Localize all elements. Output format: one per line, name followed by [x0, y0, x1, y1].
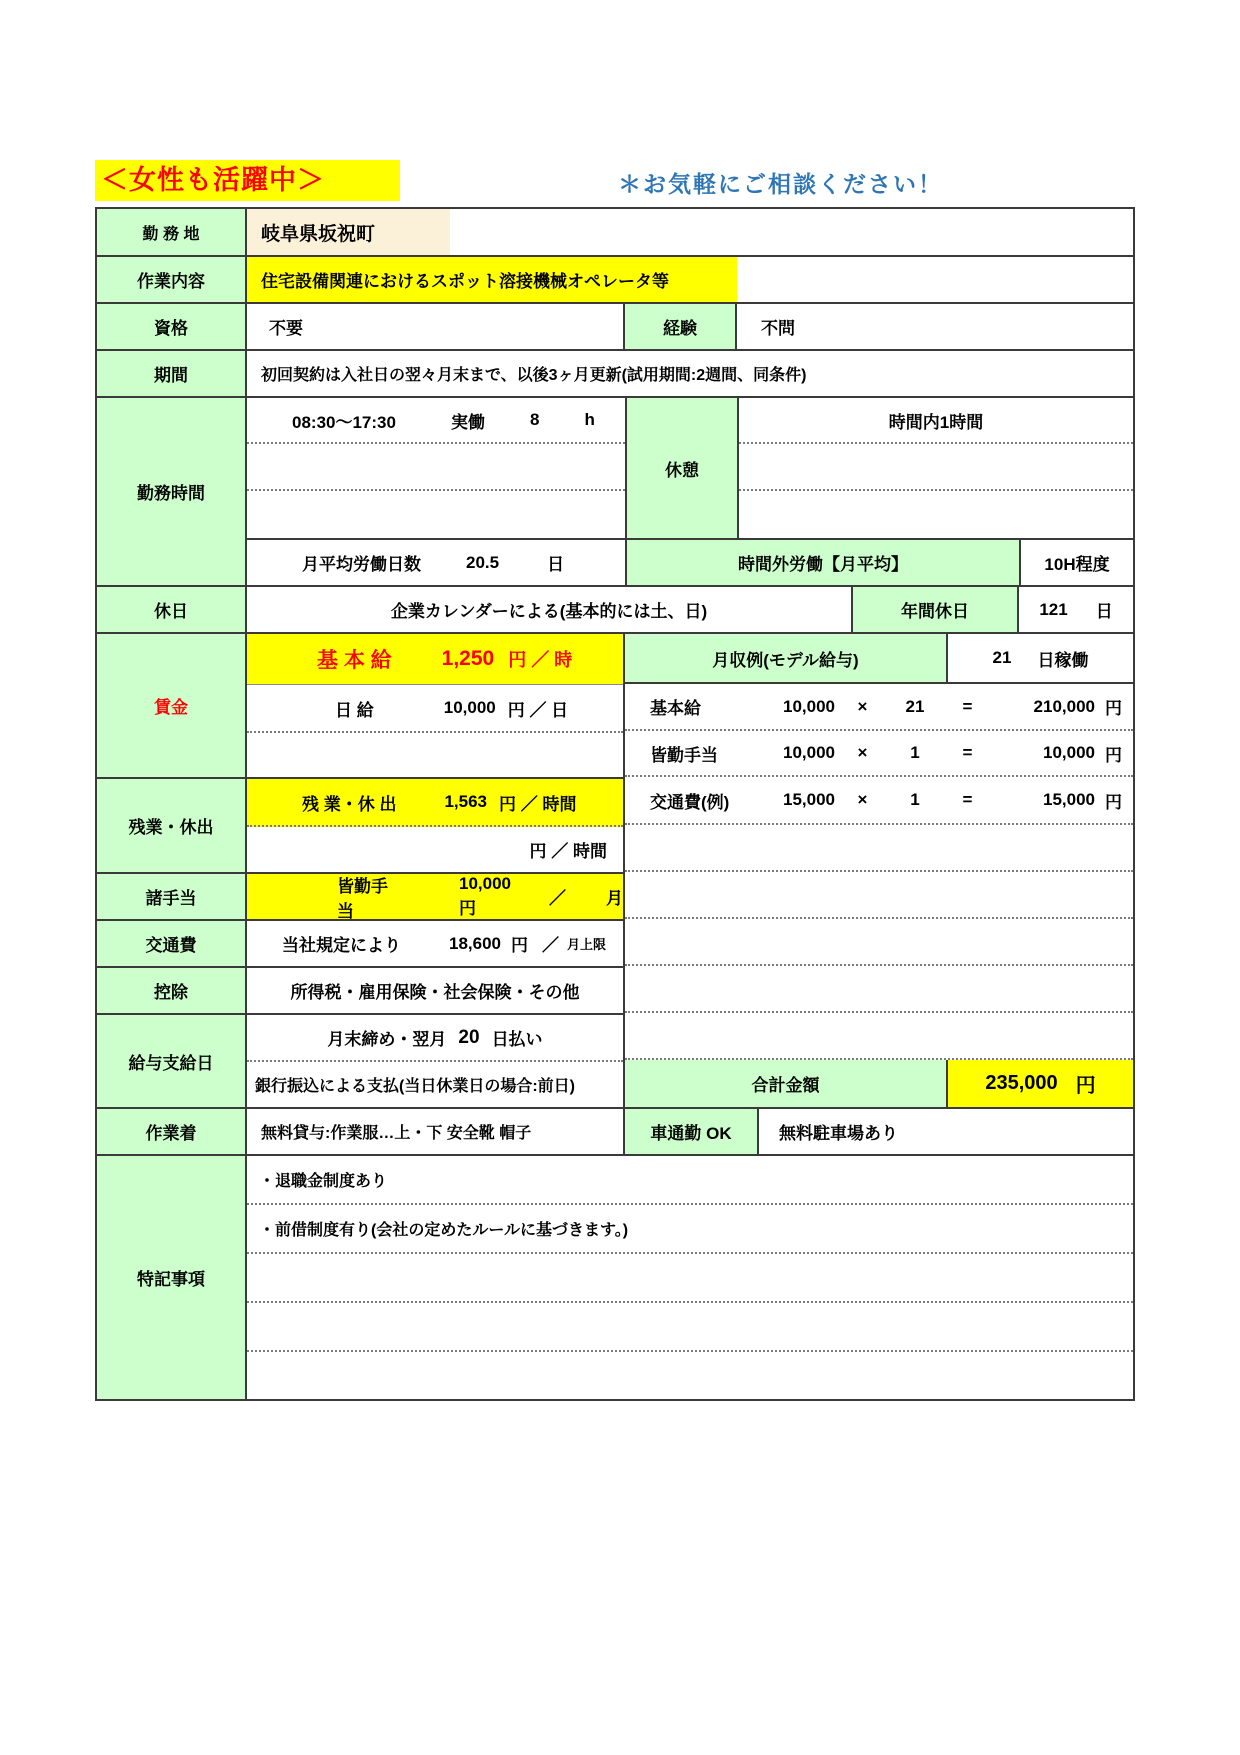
- shift-column: [247, 398, 625, 538]
- workplace-label: 勤 務 地: [97, 209, 245, 255]
- salary-total-label: 合計金額: [625, 1060, 946, 1107]
- wage-label: 賃金: [97, 634, 245, 777]
- period-label: 期間: [97, 351, 245, 396]
- avg-days-unit: 日: [547, 555, 565, 574]
- job-content-label: 作業内容: [97, 257, 245, 302]
- deduction-label: 控除: [97, 968, 245, 1013]
- salary-example-title: 月収例(モデル給与): [625, 634, 946, 682]
- qualification-value: 不要: [245, 304, 623, 349]
- break-value: 時間内1時間: [739, 398, 1133, 444]
- avg-days-label: 月平均労働日数: [302, 555, 421, 574]
- notes-cell: [245, 1156, 1133, 1399]
- salary-row-total: 10,000: [1043, 743, 1095, 762]
- notes-item: [247, 1303, 1133, 1352]
- row-qualification: [97, 302, 1133, 349]
- overtime-pay-empty-line: [247, 827, 623, 872]
- salary-row-qty: 1: [910, 790, 920, 809]
- salary-total-unit: 円: [1075, 1075, 1096, 1097]
- annual-holiday-value: 121: [1039, 599, 1068, 619]
- section-allowance: [97, 872, 623, 919]
- payday-cell: [245, 1015, 623, 1107]
- multiply-sign: ×: [857, 743, 868, 762]
- avg-days-value: 20.5: [466, 552, 500, 572]
- overtime-pay-value: 1,563: [444, 792, 487, 811]
- break-label: 休憩: [625, 398, 737, 538]
- salary-row-amount: 10,000: [783, 696, 835, 716]
- qualification-label: 資格: [97, 304, 245, 349]
- allowance-label: 諸手当: [97, 874, 245, 919]
- allowance-value: 10,000円: [459, 874, 511, 918]
- base-wage-unit: 円 ／ 時: [508, 650, 573, 670]
- allowance-per: 月: [606, 889, 623, 908]
- payday-line1-post: 日払い: [491, 1030, 543, 1049]
- salary-row-unit: 円: [1105, 745, 1122, 765]
- salary-example-days-unit: 日稼働: [1037, 650, 1089, 670]
- transport-cell: [245, 921, 623, 966]
- row-job-content: [97, 255, 1133, 302]
- transport-label: 交通費: [97, 921, 245, 966]
- salary-row-name: 皆勤手当: [650, 745, 718, 765]
- holiday-value: 企業カレンダーによる(基本的には土、日): [245, 587, 851, 632]
- salary-example-header: [625, 634, 1133, 684]
- annual-holiday-cell: [1017, 587, 1133, 632]
- salary-row-amount: 10,000: [783, 743, 835, 762]
- overtime-pay-cell: [245, 779, 623, 872]
- wage-cell: [245, 634, 623, 777]
- daily-wage-label: 日 給: [335, 700, 374, 720]
- equals-sign: =: [962, 790, 973, 809]
- allowance-name: 皆勤手当: [337, 876, 388, 921]
- salary-row-unit: 円: [1105, 699, 1122, 718]
- salary-row-total: 15,000: [1043, 790, 1095, 809]
- salary-total-value: 235,000: [985, 1072, 1058, 1094]
- section-payday: [97, 1013, 623, 1107]
- salary-example-column: [623, 634, 1133, 1107]
- car-commute-label: 車通勤 OK: [623, 1109, 757, 1154]
- salary-total-cell: [946, 1060, 1133, 1107]
- base-wage-line: [247, 634, 623, 684]
- shift-time: 08:30～17:30: [292, 412, 396, 432]
- payday-line1-day: 20: [458, 1026, 480, 1048]
- notes-item: [247, 1352, 1133, 1399]
- avg-days-line: [247, 540, 625, 585]
- shift-line: [247, 398, 625, 444]
- annual-holiday-unit: 日: [1095, 602, 1113, 621]
- equals-sign: =: [962, 743, 973, 762]
- notes-item: ・退職金制度あり: [247, 1156, 1133, 1205]
- row-work-hours: [97, 396, 1133, 585]
- banner-title: ＜女性も活躍中＞: [95, 160, 400, 201]
- allowance-cell: [245, 874, 623, 919]
- salary-row-qty: 21: [905, 696, 925, 716]
- section-deduction: [97, 966, 623, 1013]
- payday-label: 給与支給日: [97, 1015, 245, 1107]
- work-hours-upper: [247, 398, 1133, 538]
- deduction-value: 所得税・雇用保険・社会保険・その他: [245, 968, 623, 1013]
- shift-empty-row: [247, 444, 625, 491]
- payday-line1-pre: 月末締め・翌月: [327, 1030, 447, 1049]
- row-workplace: [97, 209, 1133, 255]
- break-column: [737, 398, 1133, 538]
- base-wage-label: 基 本 給: [317, 649, 392, 672]
- break-empty-row: [739, 444, 1133, 491]
- notes-label: 特記事項: [97, 1156, 245, 1399]
- experience-label: 経験: [623, 304, 735, 349]
- overtime-value: 10H程度: [1019, 540, 1133, 585]
- daily-wage-line: [247, 684, 623, 731]
- transport-value: 18,600: [449, 933, 501, 953]
- transport-unit: 円: [511, 936, 528, 955]
- consultation-note: ＊お気軽にご相談ください！: [618, 171, 943, 197]
- row-notes: [97, 1154, 1133, 1399]
- salary-empty-row: [625, 825, 1133, 872]
- base-wage-value: 1,250: [441, 647, 495, 670]
- overtime-pay-unit: 円 ／ 時間: [499, 794, 577, 814]
- salary-row-attendance: [625, 731, 1133, 777]
- actual-hours-value: 8: [529, 410, 540, 429]
- shift-empty-row: [247, 491, 625, 538]
- payday-line2: 銀行振込による支払(当日休業日の場合:前日): [255, 1078, 575, 1095]
- overtime-pay-empty-unit: 円 ／ 時間: [529, 842, 607, 861]
- section-transport: [97, 919, 623, 966]
- transport-slash: ／: [542, 936, 559, 955]
- actual-hours-unit: h: [584, 410, 595, 429]
- overtime-label: 時間外労働【月平均】: [625, 540, 1019, 585]
- break-empty-row: [739, 491, 1133, 538]
- salary-row-transport: [625, 777, 1133, 825]
- salary-row-amount: 15,000: [783, 790, 835, 809]
- work-hours-cell: [245, 398, 1133, 585]
- overtime-pay-name: 残 業・休 出: [302, 794, 397, 814]
- salary-row-base: [625, 684, 1133, 731]
- salary-row-name: 基本給: [650, 699, 701, 718]
- salary-row-total: 210,000: [1033, 696, 1095, 716]
- equals-sign: =: [962, 696, 973, 716]
- job-content-value: 住宅設備関連におけるスポット溶接機械オペレータ等: [247, 257, 737, 302]
- salary-empty-row: [625, 872, 1133, 919]
- multiply-sign: ×: [857, 790, 868, 809]
- daily-wage-unit: 円 ／ 日: [507, 700, 569, 720]
- job-content-cell: [245, 257, 1133, 302]
- salary-empty-row: [625, 1013, 1133, 1060]
- salary-row-unit: 円: [1105, 792, 1122, 812]
- workwear-value: 無料貸与:作業服…上・下 安全靴 帽子: [245, 1109, 623, 1154]
- wage-left-column: [97, 634, 623, 1107]
- workwear-label: 作業着: [97, 1109, 245, 1154]
- experience-value: 不問: [735, 304, 1133, 349]
- work-hours-label: 勤務時間: [97, 398, 245, 585]
- salary-empty-row: [625, 966, 1133, 1013]
- notes-item: [247, 1254, 1133, 1303]
- multiply-sign: ×: [857, 696, 868, 716]
- job-table: [95, 207, 1135, 1401]
- salary-row-name: 交通費(例): [650, 792, 730, 812]
- overtime-pay-line: [247, 779, 623, 827]
- salary-example-days-value: 21: [992, 648, 1012, 667]
- annual-holiday-label: 年間休日: [851, 587, 1017, 632]
- payday-line1: [247, 1015, 623, 1062]
- holiday-label: 休日: [97, 587, 245, 632]
- workplace-cell: [245, 209, 1133, 255]
- daily-wage-value: 10,000: [443, 698, 496, 717]
- notes-item: ・前借制度有り(会社の定めたルールに基づきます。): [247, 1205, 1133, 1254]
- allowance-slash: ／: [549, 889, 566, 908]
- row-period: [97, 349, 1133, 396]
- work-hours-lower: [247, 538, 1133, 585]
- salary-total-row: [625, 1060, 1133, 1107]
- overtime-pay-label: 残業・休出: [97, 779, 245, 872]
- salary-example-days: [946, 634, 1133, 682]
- workplace-value: 岐阜県坂祝町: [247, 209, 450, 255]
- section-wage: [97, 634, 623, 777]
- row-holiday: [97, 585, 1133, 632]
- section-overtime-pay: [97, 777, 623, 872]
- row-wage-band: [97, 632, 1133, 1107]
- row-workwear: [97, 1107, 1133, 1154]
- salary-empty-row: [625, 919, 1133, 966]
- period-value: 初回契約は入社日の翌々月末まで、以後3ヶ月更新(試用期間:2週間、同条件): [245, 351, 1133, 396]
- wage-empty-row: [247, 731, 623, 777]
- transport-cap: 月上限: [567, 937, 607, 952]
- salary-row-qty: 1: [910, 743, 920, 762]
- transport-text: 当社規定により: [282, 936, 401, 955]
- parking-value: 無料駐車場あり: [757, 1109, 1133, 1154]
- actual-hours-label: 実働: [450, 412, 485, 432]
